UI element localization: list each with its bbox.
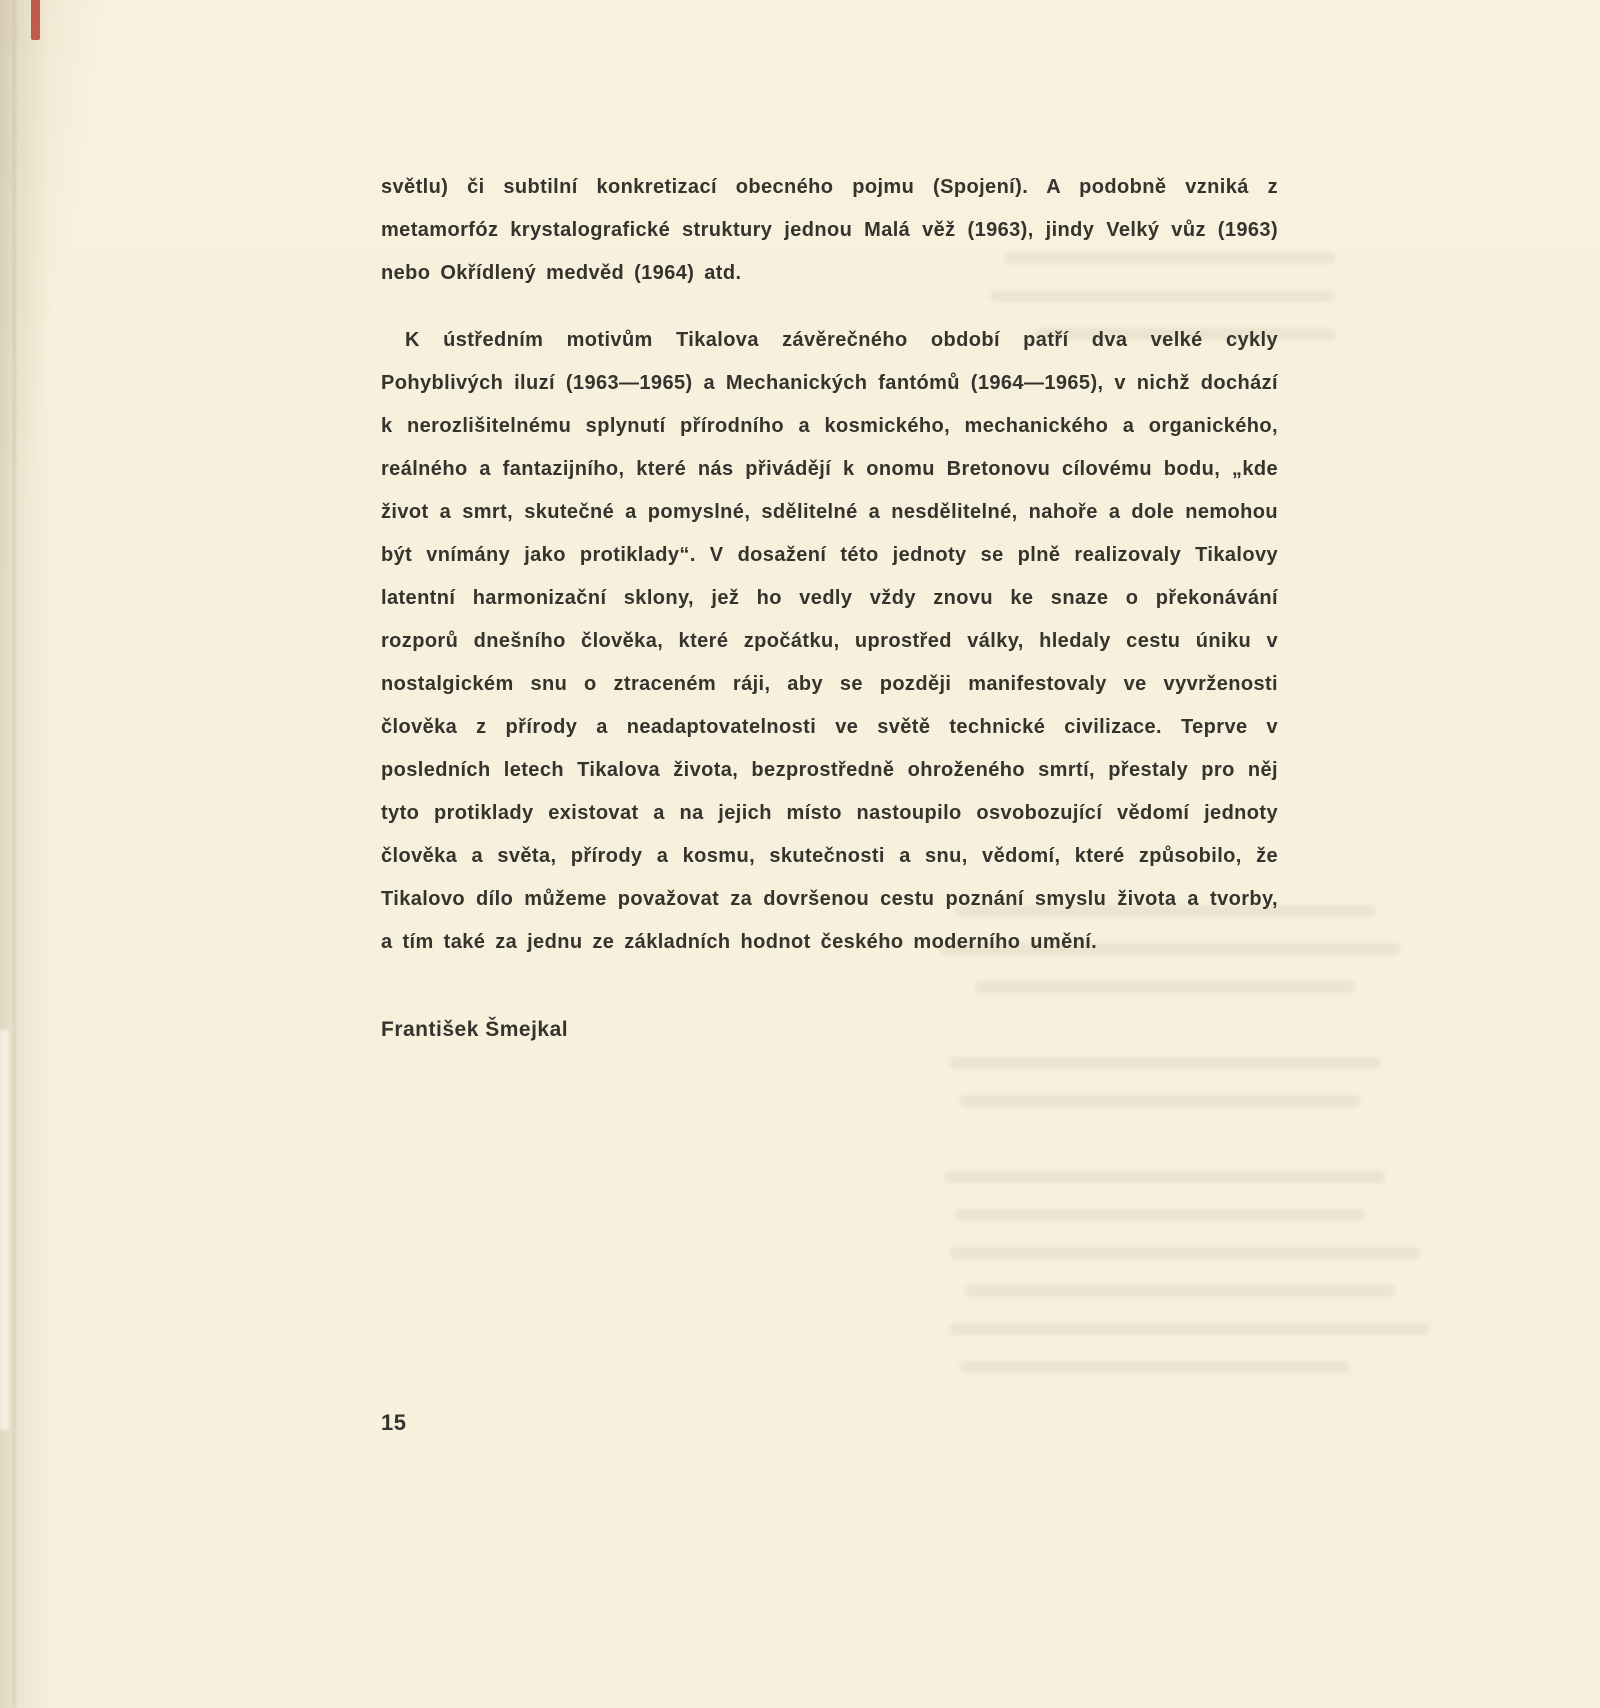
showthrough-line [955, 1209, 1365, 1221]
showthrough-line [950, 1247, 1420, 1259]
showthrough-line [950, 1323, 1430, 1335]
scan-artifact-red-mark [31, 0, 40, 40]
showthrough-line [965, 1285, 1395, 1297]
showthrough-line [960, 1095, 1360, 1107]
showthrough-line [945, 1171, 1385, 1183]
page-number: 15 [381, 1410, 407, 1435]
page-edge-crease [13, 0, 16, 1708]
showthrough-line [950, 1057, 1380, 1069]
showthrough-line [960, 1361, 1350, 1373]
author-name: František Šmejkal [381, 1018, 569, 1041]
body-paragraph-2: K ústředním motivům Tikalova závěrečného období patří dva velké cykly Pohyblivých iluzí (1963—1965) a Mechanických fantómů (1964—1965), v nichž dochází k nerozlišitelnému splynutí přírodního a kosmického, mechanického a organického, reálného a fantazijního, které nás přivádějí k onomu Bretonovu cílovému bodu, „kde život a smrt, skutečné a pomyslné, sdělitelné a nesdělitelné, nahoře a dole nemohou být vnímány jako protiklady“. V dosažení této jednoty se plně realizovaly Tikalovy latentní harmonizační sklony, jež ho vedly vždy znovu ke snaze o překonávání rozporů dnešního člověka, které zpočátku, uprostřed války, hledaly cestu úniku v nostalgickém snu o ztraceném ráji, aby se později manifestovaly ve vyvrženosti člověka z přírody a neadaptovatelnosti ve světě technické civilizace. Teprve v posledních letech Tikalova života, bezprostředně ohroženého smrtí, přestaly pro něj tyto protiklady existovat a na jejich místo nastoupilo osvobozující vědomí jednoty člověka a světa, přírody a kosmu, skutečnosti a snu, vědomí, které způsobilo, že Tikalovo dílo můžeme považovat za dovršenou cestu poznání smyslu života a tvorby, a tím také za jednu ze základních hodnot českého moderního umění. [381, 329, 1278, 953]
page-edge-highlight [0, 1030, 9, 1430]
text-block [381, 166, 1278, 1042]
page-edge-shadow [0, 0, 52, 1708]
body-paragraph-1: světlu) či subtilní konkretizací obecného pojmu (Spojení). A podobně vzniká z metamorfóz krystalografické struktury jednou Malá věž (1963), jindy Velký vůz (1963) nebo Okřídlený medvěd (1964) atd. [381, 176, 1278, 284]
